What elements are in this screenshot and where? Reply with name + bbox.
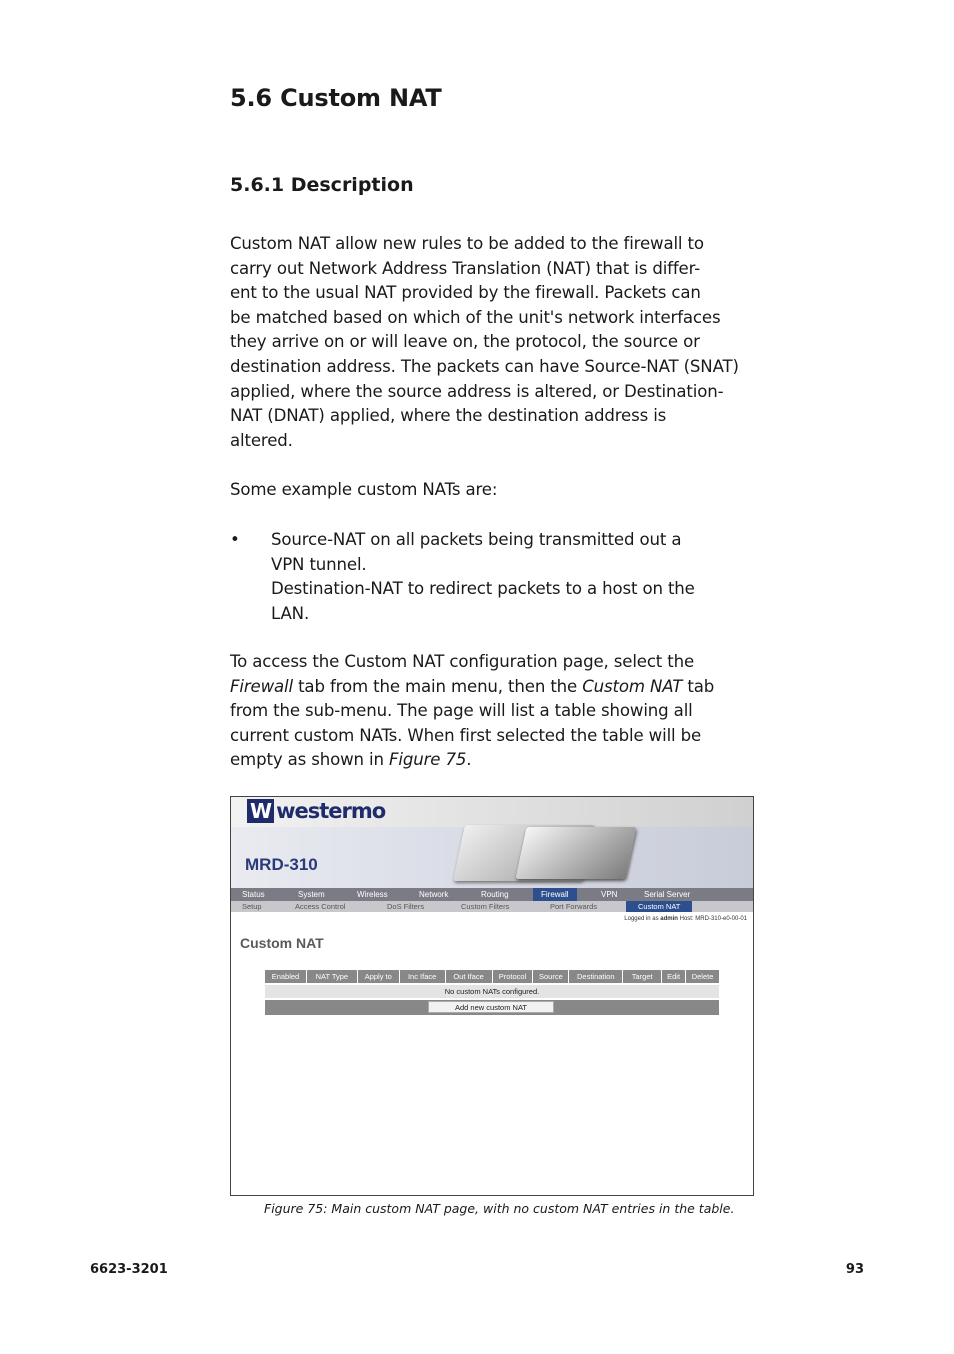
tab-routing[interactable]: Routing [481, 890, 509, 899]
tab-network[interactable]: Network [419, 890, 449, 899]
page-number: 93 [845, 1262, 864, 1277]
document-number: 6623-3201 [90, 1262, 168, 1277]
subtab-custom-nat[interactable]: Custom NAT [626, 901, 692, 912]
paragraph-line: ent to the usual NAT provided by the firewall. Packets can [230, 283, 701, 303]
column-header: Enabled [265, 970, 307, 983]
login-prefix: Logged in as [624, 916, 661, 922]
logo-mark: W [247, 799, 274, 823]
router-device-image [515, 827, 636, 879]
paragraph-line: be matched based on which of the unit's network interfaces [230, 307, 721, 327]
model-name: MRD-310 [245, 855, 318, 874]
bullet-line: LAN. [271, 603, 310, 623]
table-footer-row [265, 1000, 719, 1015]
figure-screenshot [230, 796, 754, 1196]
login-user: admin [660, 916, 678, 922]
page-heading: Custom NAT [240, 935, 324, 951]
subtab-dos-filters[interactable]: DoS Filters [387, 902, 425, 911]
tab-wireless[interactable]: Wireless [357, 890, 388, 899]
paragraph-line: applied, where the source address is altered, or Destination- [230, 381, 724, 401]
figure-reference: Figure 75 [388, 750, 467, 770]
column-header: Destination [569, 970, 623, 983]
text-fragment: tab from the main menu, then the [292, 676, 583, 696]
paragraph-line: destination address. The packets can have Source-NAT (SNAT) [230, 356, 739, 376]
column-header: Delete [691, 972, 714, 981]
tab-status[interactable]: Status [242, 890, 265, 899]
paragraph-line: To access the Custom NAT configuration page, select the [230, 652, 695, 671]
sub-menu [231, 901, 753, 912]
empty-table-message: No custom NATs configured. [265, 985, 719, 998]
examples-intro: Some example custom NATs are: [230, 480, 498, 499]
tab-system[interactable]: System [298, 890, 325, 899]
paragraph-line: altered. [230, 430, 293, 450]
custom-nat-emphasis: Custom NAT [582, 676, 683, 696]
column-header: Inc Iface [400, 970, 446, 983]
paragraph-line [230, 675, 770, 700]
tab-serial-server[interactable]: Serial Server [644, 890, 691, 899]
login-status [624, 916, 747, 922]
column-header: Apply to [358, 970, 400, 983]
custom-nat-table [265, 970, 719, 1015]
column-header: NAT Type [307, 970, 358, 983]
paragraph-line: from the sub-menu. The page will list a table showing all [230, 701, 693, 721]
paragraph-line: they arrive on or will leave on, the protocol, the source or [230, 332, 700, 352]
paragraph-line: Custom NAT allow new rules to be added to the firewall to [230, 234, 704, 253]
subtab-access-control[interactable]: Access Control [295, 902, 346, 911]
login-host: Host: MRD-310-e0-00-01 [677, 916, 747, 922]
text-fragment: tab [682, 676, 715, 696]
tab-vpn[interactable]: VPN [601, 890, 618, 899]
paragraph-line: current custom NATs. When first selected the table will be [230, 725, 702, 745]
column-header: Target [623, 970, 662, 983]
bullet-line: VPN tunnel. [271, 554, 367, 574]
web-banner [231, 797, 753, 888]
column-header: Source [533, 970, 569, 983]
figure-caption: Figure 75: Main custom NAT page, with no custom NAT entries in the table. [264, 1201, 735, 1216]
access-paragraph [230, 650, 770, 773]
westermo-logo [247, 799, 385, 823]
firewall-emphasis: Firewall [230, 676, 293, 696]
column-header: Protocol [493, 970, 534, 983]
column-header: Edit [662, 970, 686, 983]
bullet-item [271, 528, 695, 626]
main-menu [231, 888, 753, 901]
table-header-row [265, 970, 719, 983]
text-fragment: empty as shown in [230, 750, 389, 770]
paragraph-line: NAT (DNAT) applied, where the destination address is [230, 406, 667, 426]
subtab-setup[interactable]: Setup [242, 902, 262, 911]
bullet-line: Destination-NAT to redirect packets to a host on the [271, 579, 695, 599]
add-custom-nat-button[interactable]: Add new custom NAT [428, 1001, 554, 1013]
section-title: 5.6 Custom NAT [230, 84, 442, 112]
subsection-title: 5.6.1 Description [230, 174, 414, 196]
paragraph-line [230, 748, 770, 773]
description-paragraph [230, 232, 770, 453]
tab-firewall[interactable]: Firewall [533, 888, 577, 901]
column-header: Out Iface [446, 970, 493, 983]
subtab-custom-filters[interactable]: Custom Filters [461, 902, 510, 911]
logo-text: westermo [276, 799, 386, 823]
bullet-marker: • [230, 530, 240, 549]
paragraph-line: carry out Network Address Translation (NAT) that is differ- [230, 258, 701, 278]
subtab-port-forwards[interactable]: Port Forwards [550, 902, 598, 911]
text-fragment: . [466, 750, 472, 770]
bullet-line: Source-NAT on all packets being transmitted out a [271, 530, 682, 549]
